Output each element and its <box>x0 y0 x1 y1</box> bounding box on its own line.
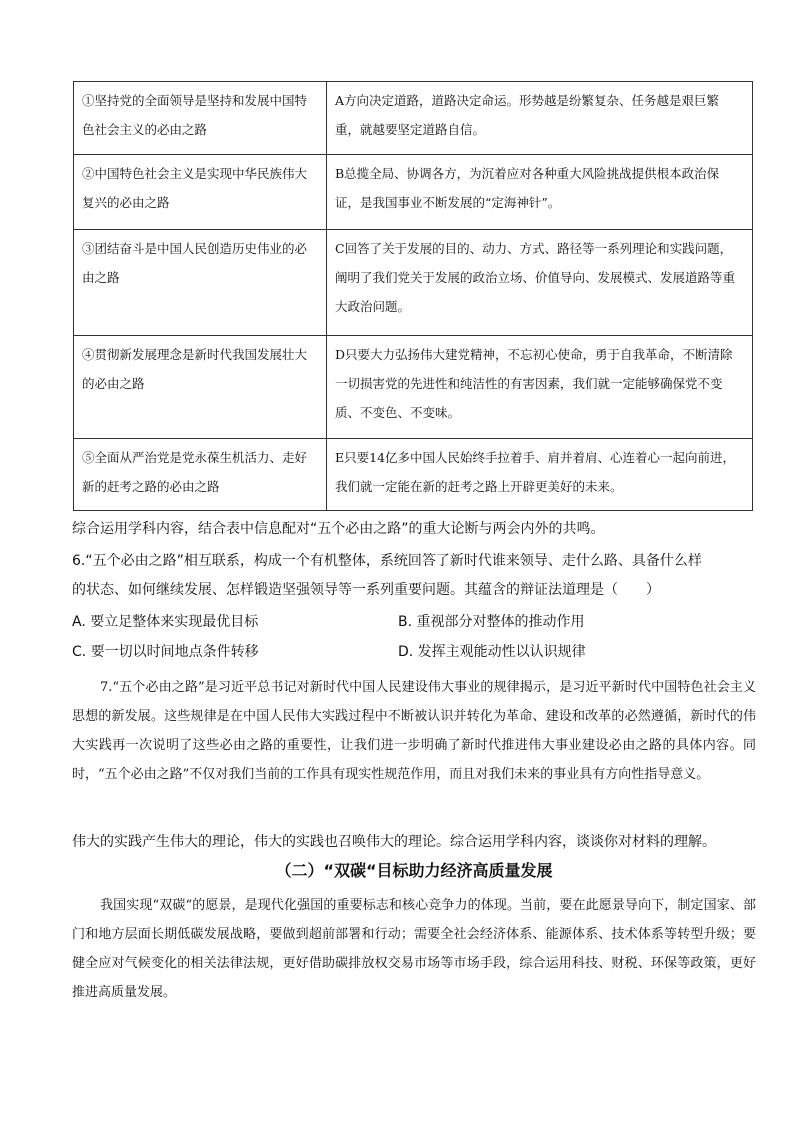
table-row <box>74 439 753 511</box>
table-cell-right: E只要14亿多中国人民始终手拉着手、肩并着肩、心连着心一起向前进，我们就一定能在新的赶考之路上开辟更美好的未来。 <box>327 439 753 511</box>
table-cell-left: ②中国特色社会主义是实现中华民族伟大复兴的必由之路 <box>74 155 327 230</box>
matching-instruction: 综合运用学科内容，结合表中信息配对“五个必由之路”的重大论断与两会内外的共鸣。 <box>72 521 605 537</box>
table-row <box>74 155 753 230</box>
table-row <box>74 82 753 155</box>
q6-option-a[interactable]: A. 要立足整体来实现最优目标 <box>72 614 259 630</box>
q6-option-b[interactable]: B. 重视部分对整体的推动作用 <box>398 614 585 630</box>
q6-option-c[interactable]: C. 要一切以时间地点条件转移 <box>72 644 259 660</box>
table-cell-left: ⑤全面从严治党是党永葆生机活力、走好新的赶考之路的必由之路 <box>74 439 327 511</box>
q7-question: 伟大的实践产生伟大的理论，伟大的实践也召唤伟大的理论。综合运用学科内容，谈谈你对材料的理解。 <box>72 834 716 850</box>
table-cell-right: A方向决定道路，道路决定命运。形势越是纷繁复杂、任务越是艰巨繁重，就越要坚定道路自信。 <box>327 82 753 155</box>
matching-table <box>73 81 753 511</box>
q6-stem-line-1: 6.“五个必由之路”相互联系，构成一个有机整体，系统回答了新时代谁来领导、走什么路、具备什么样 <box>72 553 702 569</box>
section-material: 我国实现“双碳“的愿景，是现代化强国的重要标志和核心竞争力的体现。当前，要在此愿景导向下，制定国家、部门和地方层面长期低碳发展战略，要做到超前部署和行动；需要全社会经济体系、能源体系、技术体系等转型升级；要健全应对气候变化的相关法律法规，更好借助碳排放权交易市场等市场手段，综合运用科技、财税、环保等政策，更好推进高质量发展。 <box>72 898 756 1000</box>
table-row <box>74 230 753 336</box>
q7-material: 7.“五个必由之路”是习近平总书记对新时代中国人民建设伟大事业的规律揭示，是习近平新时代中国特色社会主义思想的新发展。这些规律是在中国人民伟大实践过程中不断被认识并转化为革命、建设和改革的必然遵循，新时代的伟大实践再一次说明了这些必由之路的重要性，让我们进一步明确了新时代推进伟大事业建设必由之路的具体内容。同时，“五个必由之路”不仅对我们当前的工作具有现实性规范作用，而且对我们未来的事业具有方向性指导意义。 <box>72 680 756 782</box>
q6-option-d[interactable]: D. 发挥主观能动性以认识规律 <box>398 644 586 660</box>
table-cell-right: C回答了关于发展的目的、动力、方式、路径等一系列理论和实践问题，阐明了我们党关于发展的政治立场、价值导向、发展模式、发展道路等重大政治问题。 <box>327 230 753 336</box>
table-cell-right: D只要大力弘扬伟大建党精神，不忘初心使命，勇于自我革命，不断清除一切损害党的先进性和纯洁性的有害因素，我们就一定能够确保党不变质、不变色、不变味。 <box>327 336 753 439</box>
table-row <box>74 336 753 439</box>
table-cell-left: ④贯彻新发展理念是新时代我国发展壮大的必由之路 <box>74 336 327 439</box>
table-cell-right: B总揽全局、协调各方，为沉着应对各种重大风险挑战提供根本政治保证，是我国事业不断发展的“定海神针”。 <box>327 155 753 230</box>
table-cell-left: ③团结奋斗是中国人民创造历史伟业的必由之路 <box>74 230 327 336</box>
section-heading: （二）“双碳“目标助力经济高质量发展 <box>275 861 553 880</box>
q6-stem-line-2: 的状态、如何继续发展、怎样锻造坚强领导等一系列重要问题。其蕴含的辩证法道理是（ ） <box>72 582 660 598</box>
table-cell-left: ①坚持党的全面领导是坚持和发展中国特色社会主义的必由之路 <box>74 82 327 155</box>
